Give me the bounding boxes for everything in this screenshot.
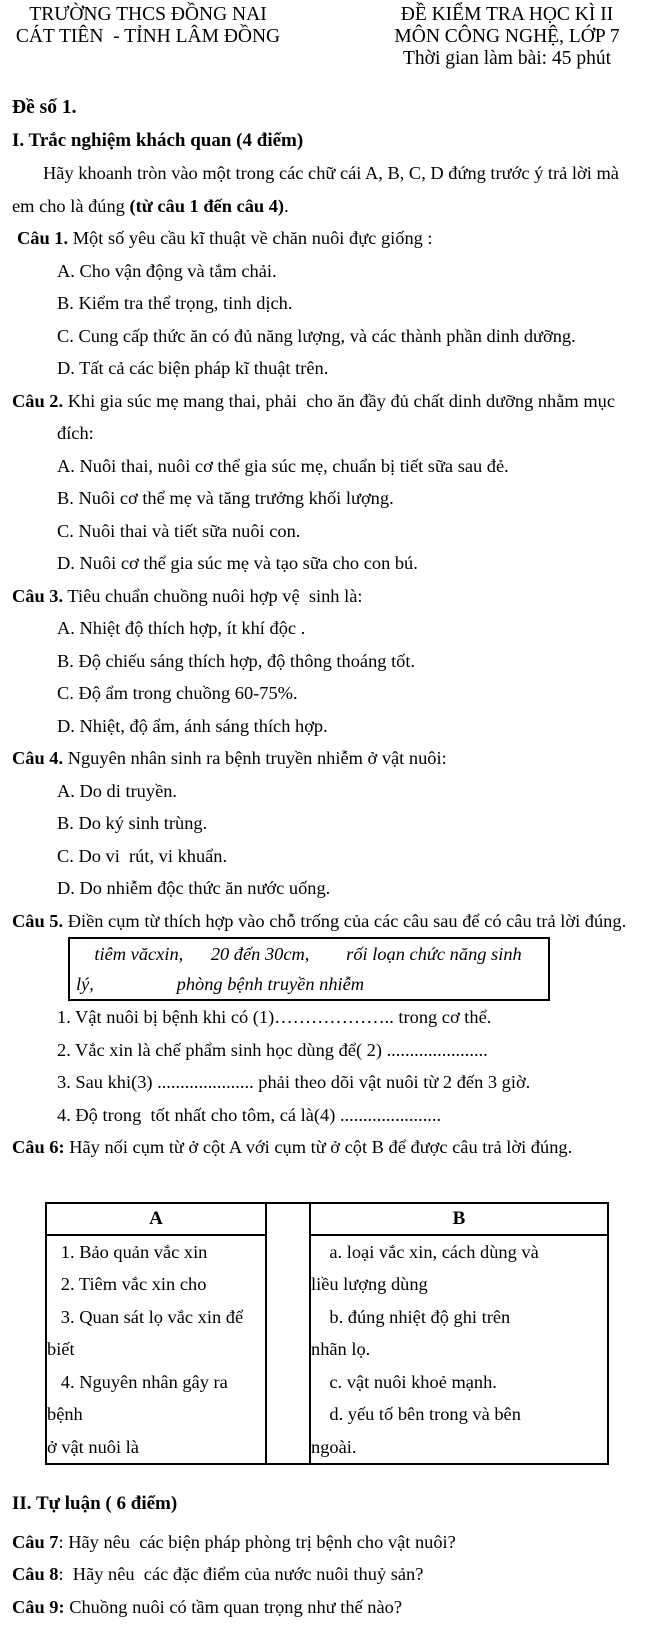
question-4-label: Câu 4.	[12, 748, 64, 768]
question-2-option-b: B. Nuôi cơ thể mẹ và tăng trưởng khối lượng.	[57, 488, 394, 508]
question-2	[12, 385, 642, 450]
column-b-item: nhãn lọ.	[311, 1339, 371, 1359]
school-block	[12, 4, 284, 70]
question-7	[12, 1526, 642, 1559]
answer-column	[266, 1203, 310, 1465]
exam-subject: MÔN CÔNG NGHỆ, LỚP 7	[394, 26, 620, 47]
question-4	[12, 742, 642, 775]
question-1-option-b: B. Kiểm tra thể trọng, tinh dịch.	[57, 293, 293, 313]
question-3-option-a: A. Nhiệt độ thích hợp, ít khí độc .	[57, 618, 306, 638]
question-2-text: Khi gia súc mẹ mang thai, phải cho ăn đầy đủ chất dinh dưỡng nhằm mục đích:	[57, 390, 620, 443]
question-6-label: Câu 6:	[12, 1137, 65, 1157]
question-5	[12, 905, 642, 938]
exam-title-block	[394, 4, 620, 70]
document-header	[12, 4, 642, 70]
word-bank-box	[68, 937, 550, 1001]
column-b-item: d. yếu tố bên trong và bên	[311, 1404, 521, 1424]
question-8-text: : Hãy nêu các đặc điểm của nước nuôi thuỷ sản?	[58, 1564, 424, 1584]
school-location: CÁT TIÊN - TỈNH LÂM ĐỒNG	[15, 26, 281, 47]
column-a-item: 3. Quan sát lọ vắc xin để biết	[47, 1306, 248, 1359]
exam-title: ĐỀ KIỂM TRA HỌC KÌ II	[400, 4, 614, 25]
question-4-text: Nguyên nhân sinh ra bệnh truyền nhiễm ở vật nuôi:	[63, 748, 447, 768]
question-1	[17, 222, 642, 255]
column-a-item: 4. Nguyên nhân gây ra bệnh	[47, 1371, 233, 1424]
word-bank-line-1: tiêm văcxin, 20 đến 30cm, rối loạn chức năng sinh	[76, 944, 522, 964]
column-a-item: ở vật nuôi là	[47, 1436, 139, 1457]
question-4-option-c: C. Do vi rút, vi khuẩn.	[57, 845, 228, 866]
column-a-item: 2. Tiêm vắc xin cho	[47, 1274, 207, 1294]
column-a-header: A	[46, 1203, 266, 1235]
question-3-text: Tiêu chuẩn chuồng nuôi hợp vệ sinh là:	[63, 585, 363, 606]
school-name: TRƯỜNG THCS ĐỒNG NAI	[29, 4, 267, 25]
question-1-option-c: C. Cung cấp thức ăn có đủ năng lượng, và các thành phần dinh dưỡng.	[57, 325, 576, 346]
word-bank-line-2: lý, phòng bệnh truyền nhiễm	[76, 974, 365, 994]
question-7-text: : Hãy nêu các biện pháp phòng trị bệnh cho vật nuôi?	[58, 1531, 456, 1552]
fill-item-1: 1. Vật nuôi bị bệnh khi có (1)……………….. trong cơ thể.	[57, 1007, 492, 1027]
column-a-item: 1. Bảo quản vắc xin	[47, 1241, 208, 1262]
part1-instructions	[12, 157, 642, 222]
question-6	[12, 1131, 642, 1164]
question-3-option-b: B. Độ chiếu sáng thích hợp, độ thông thoáng tốt.	[57, 650, 416, 671]
fill-item-4: 4. Độ trong tốt nhất cho tôm, cá là(4) ......................	[57, 1104, 442, 1125]
column-b-item: ngoài.	[311, 1436, 357, 1457]
question-8-label: Câu 8	[12, 1564, 59, 1584]
exam-set-label: Đề số 1.	[12, 97, 77, 118]
question-9-label: Câu 9:	[12, 1596, 65, 1617]
question-2-option-a: A. Nuôi thai, nuôi cơ thể gia súc mẹ, chuẩn bị tiết sữa sau đẻ.	[57, 455, 509, 476]
question-1-label: Câu 1.	[17, 228, 69, 248]
part2-title: II. Tự luận ( 6 điểm)	[12, 1493, 178, 1514]
column-a-cell	[46, 1235, 266, 1465]
question-2-option-c: C. Nuôi thai và tiết sữa nuôi con.	[57, 520, 301, 541]
column-b-cell	[310, 1235, 608, 1465]
question-4-option-d: D. Do nhiễm độc thức ăn nước uống.	[57, 878, 331, 898]
question-3	[12, 580, 642, 613]
column-b-item: liều lượng dùng	[311, 1274, 428, 1294]
matching-table	[45, 1202, 609, 1466]
question-6-text: Hãy nối cụm từ ở cột A với cụm từ ở cột B để được câu trả lời đúng.	[64, 1137, 573, 1157]
question-9	[12, 1591, 642, 1624]
question-3-option-c: C. Độ ẩm trong chuồng 60-75%.	[57, 683, 298, 703]
column-b-item: b. đúng nhiệt độ ghi trên	[311, 1306, 511, 1327]
question-3-option-d: D. Nhiệt, độ ẩm, ánh sáng thích hợp.	[57, 715, 328, 736]
question-5-text: Điền cụm từ thích hợp vào chỗ trống của các câu sau để có câu trả lời đúng.	[63, 910, 627, 931]
matching-table-header-row	[46, 1203, 608, 1235]
part1-title: I. Trắc nghiệm khách quan (4 điểm)	[12, 129, 304, 151]
instructions-period: .	[284, 195, 289, 216]
question-4-option-a: A. Do di truyền.	[57, 780, 178, 801]
question-3-label: Câu 3.	[12, 585, 64, 606]
column-b-header: B	[310, 1203, 608, 1235]
question-5-label: Câu 5.	[12, 910, 64, 931]
question-1-text: Một số yêu cầu kĩ thuật về chăn nuôi đực giống :	[68, 228, 433, 248]
column-b-item: c. vật nuôi khoẻ mạnh.	[311, 1371, 497, 1392]
question-1-option-d: D. Tất cả các biện pháp kĩ thuật trên.	[57, 358, 329, 378]
instructions-text: Hãy khoanh tròn vào một trong các chữ cái A, B, C, D đứng trước ý trả lời mà em cho là đúng	[12, 163, 624, 216]
column-b-item: a. loại vắc xin, cách dùng và	[311, 1241, 539, 1262]
question-7-label: Câu 7	[12, 1531, 59, 1552]
question-4-option-b: B. Do ký sinh trùng.	[57, 813, 208, 833]
fill-item-2: 2. Vắc xin là chế phẩm sinh học dùng để( 2) ......................	[57, 1039, 488, 1060]
question-2-option-d: D. Nuôi cơ thể gia súc mẹ và tạo sữa cho con bú.	[57, 553, 418, 573]
instructions-bold-range: (từ câu 1 đến câu 4)	[129, 195, 285, 216]
question-1-option-a: A. Cho vận động và tắm chải.	[57, 260, 277, 281]
question-9-text: Chuồng nuôi có tầm quan trọng như thế nào?	[64, 1596, 402, 1617]
exam-duration: Thời gian làm bài: 45 phút	[403, 48, 611, 69]
question-2-label: Câu 2.	[12, 390, 64, 411]
matching-table-content-row	[46, 1235, 608, 1465]
question-8	[12, 1558, 642, 1591]
fill-item-3: 3. Sau khi(3) ..................... phải theo dõi vật nuôi từ 2 đến 3 giờ.	[57, 1072, 531, 1092]
